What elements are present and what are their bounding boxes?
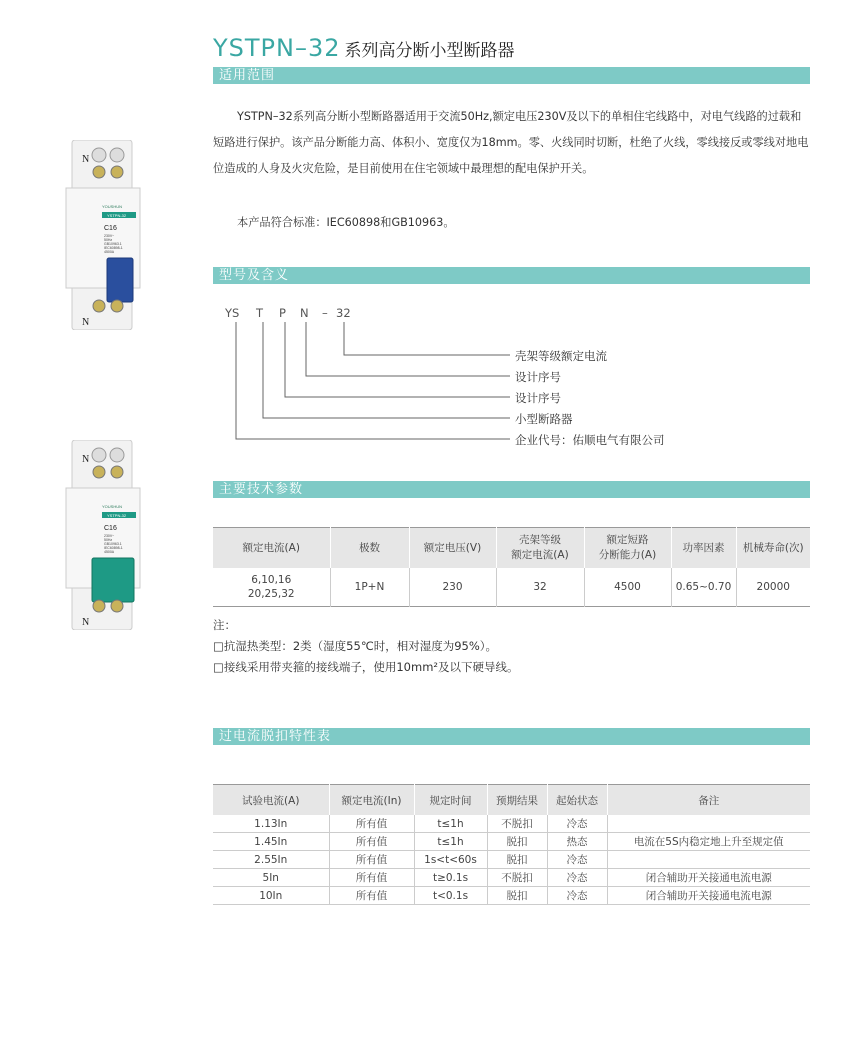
trip-cell: 1s<t<60s [414, 851, 487, 869]
trip-cell: 所有值 [329, 887, 414, 905]
trip-cell: 闭合辅助开关接通电流电源 [607, 887, 810, 905]
breaker2-bottom-n-label: N [82, 617, 90, 628]
notes-head: 注： [213, 618, 236, 632]
params-header: 额定电流(A) [213, 528, 330, 569]
breaker-spec-0: 230V~ [104, 234, 115, 238]
params-header: 功率因素 [671, 528, 736, 569]
code-part-dash: – [322, 306, 328, 320]
params-cell: 4500 [584, 568, 671, 607]
section-bar-tech-params: 主要技术参数 [213, 481, 810, 498]
trip-cell: 所有值 [329, 851, 414, 869]
trip-cell: 所有值 [329, 833, 414, 851]
breaker2-spec-4: 4500A [104, 550, 115, 554]
code-part-n: N [300, 306, 309, 320]
params-header: 极数 [330, 528, 409, 569]
intro-standard: 本产品符合标准：IEC60898和GB10963。 [237, 216, 455, 229]
params-table [213, 527, 810, 607]
trip-header-row [213, 785, 810, 816]
breaker-top-n-label: N [82, 154, 90, 165]
code-label-mcb: 小型断路器 [515, 412, 573, 426]
params-header: 额定电压(V) [409, 528, 496, 569]
breaker-spec-2: GB10963.1 [104, 242, 122, 246]
trip-cell: 脱扣 [487, 833, 547, 851]
params-cell: 20000 [756, 581, 790, 593]
trip-cell: 10In [213, 887, 329, 905]
trip-cell: 闭合辅助开关接通电流电源 [607, 869, 810, 887]
code-label-frame-current: 壳架等级额定电流 [515, 349, 607, 363]
trip-cell: 热态 [547, 833, 607, 851]
trip-cell: 脱扣 [487, 887, 547, 905]
trip-cell: 冷态 [547, 869, 607, 887]
table-row [213, 851, 810, 869]
params-cell: 1P+N [330, 568, 409, 607]
breaker2-spec-0: 230V~ [104, 534, 115, 538]
trip-cell: 2.55In [213, 851, 329, 869]
table-row [213, 887, 810, 905]
breaker2-brand: YOUSHUN [102, 504, 123, 509]
breaker2-spec-1: 50Hz [104, 538, 113, 542]
params-cell: 0.65~0.70 [671, 568, 736, 607]
intro-paragraph: YSTPN–32系列高分断小型断路器适用于交流50Hz,额定电压230V及以下的单相住宅线路中，对电气线路的过载和短路进行保护。该产品分断能力高、体积小、宽度仅为18mm。零、火线同时切断，杜绝了火线，零线接反或零线对地电位造成的人身及火灾危险，是目前使用在住宅领域中最理想的配电保护开关。 [213, 110, 809, 175]
notes-item: □抗湿热类型：2类（湿度55℃时，相对湿度为95%）。 [213, 639, 498, 653]
breaker2-rating: C16 [104, 525, 117, 532]
params-header: 壳架等级 额定电流(A) [496, 528, 584, 569]
trip-cell: t<0.1s [414, 887, 487, 905]
trip-cell: 冷态 [547, 887, 607, 905]
trip-table [213, 784, 810, 905]
params-header-row [213, 528, 810, 569]
notes-block [213, 615, 519, 678]
trip-header: 额定电流(In) [329, 785, 414, 816]
trip-cell [607, 851, 810, 869]
table-row [213, 869, 810, 887]
breaker-image-green [62, 440, 144, 630]
table-row [213, 815, 810, 833]
trip-header: 备注 [607, 785, 810, 816]
code-part-t: T [256, 306, 264, 320]
params-row [213, 568, 810, 607]
code-label-design-no-2: 设计序号 [515, 391, 561, 405]
breaker-spec-1: 50Hz [104, 238, 113, 242]
params-cell: 230 [409, 568, 496, 607]
table-row [213, 833, 810, 851]
breaker-brand: YOUSHUN [102, 204, 123, 209]
trip-cell: 所有值 [329, 869, 414, 887]
trip-cell: 所有值 [329, 815, 414, 833]
trip-cell: 5In [213, 869, 329, 887]
trip-cell: 冷态 [547, 851, 607, 869]
breaker-spec-4: 4500A [104, 250, 115, 254]
code-label-company: 企业代号：佑顺电气有限公司 [515, 433, 665, 447]
trip-cell: t≥0.1s [414, 869, 487, 887]
trip-cell [607, 815, 810, 833]
breaker2-top-n-label: N [82, 454, 90, 465]
breaker2-spec-3: IEC60898-1 [104, 546, 123, 550]
params-cell: 32 [496, 568, 584, 607]
code-part-32: 32 [336, 306, 351, 320]
trip-cell: t≤1h [414, 815, 487, 833]
code-part-p: P [279, 306, 286, 320]
breaker-rating: C16 [104, 225, 117, 232]
trip-cell: 1.13In [213, 815, 329, 833]
trip-cell: 脱扣 [487, 851, 547, 869]
trip-header: 起始状态 [547, 785, 607, 816]
breaker-bottom-n-label: N [82, 317, 90, 328]
trip-cell: 不脱扣 [487, 815, 547, 833]
breaker2-model: YSTPN-32 [107, 513, 127, 518]
params-cell: 6,10,16 20,25,32 [213, 568, 330, 607]
trip-header: 试验电流(A) [213, 785, 329, 816]
params-header: 机械寿命(次) [736, 528, 810, 569]
trip-cell: t≤1h [414, 833, 487, 851]
breaker2-spec-2: GB10963.1 [104, 542, 122, 546]
params-header: 额定短路 分断能力(A) [584, 528, 671, 569]
code-connector-lines [220, 322, 520, 447]
trip-cell: 1.45In [213, 833, 329, 851]
trip-cell: 不脱扣 [487, 869, 547, 887]
code-label-design-no-1: 设计序号 [515, 370, 561, 384]
section-bar-scope: 适用范围 [213, 67, 810, 84]
page-title [213, 34, 515, 64]
trip-header: 规定时间 [414, 785, 487, 816]
title-rest: 系列高分断小型断路器 [344, 41, 515, 61]
trip-header: 预期结果 [487, 785, 547, 816]
breaker-spec-3: IEC60898-1 [104, 246, 123, 250]
breaker-model: YSTPN-32 [107, 213, 127, 218]
section-bar-model-meaning: 型号及含义 [213, 267, 810, 284]
section-bar-trip-table: 过电流脱扣特性表 [213, 728, 810, 745]
notes-item: □接线采用带夹箍的接线端子，使用10mm²及以下硬导线。 [213, 660, 519, 674]
trip-cell: 电流在5S内稳定地上升至规定值 [607, 833, 810, 851]
code-part-ys: YS [225, 306, 240, 320]
breaker-image-blue [62, 140, 144, 330]
title-model: YSTPN–32 [213, 34, 341, 62]
trip-cell: 冷态 [547, 815, 607, 833]
